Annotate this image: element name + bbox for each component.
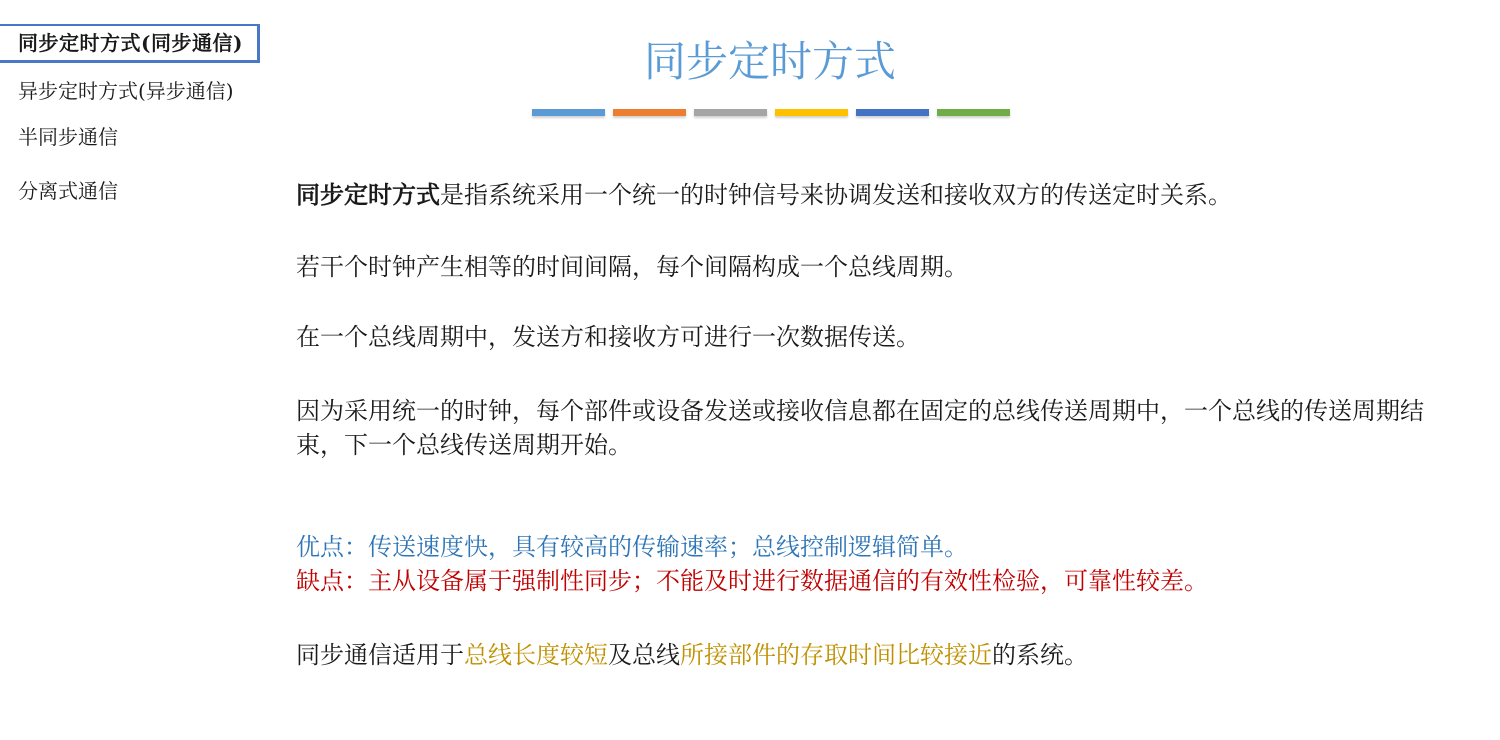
color-bar-2 [613, 109, 686, 116]
color-bar-4 [775, 109, 848, 116]
title-color-bars [532, 109, 1010, 118]
sidebar-item-semi-sync[interactable]: 半同步通信 [18, 125, 118, 149]
definition-paragraph [296, 178, 1232, 212]
color-bar-3 [694, 109, 767, 116]
summary-part-2: 及总线 [608, 641, 680, 669]
sidebar-nav [0, 0, 290, 740]
summary-part-1: 同步通信适用于 [296, 641, 464, 669]
definition-term: 同步定时方式 [296, 180, 440, 209]
slide-title: 同步定时方式 [643, 37, 896, 86]
summary-highlight-1: 总线长度较短 [464, 641, 608, 669]
summary-paragraph [296, 638, 1088, 672]
summary-part-3: 的系统。 [992, 641, 1088, 669]
sidebar-item-async-timing[interactable]: 异步定时方式(异步通信) [18, 79, 234, 103]
sidebar-item-sync-timing[interactable]: 同步定时方式(同步通信) [0, 24, 260, 63]
transfer-paragraph: 在一个总线周期中，发送方和接收方可进行一次数据传送。 [296, 323, 920, 351]
color-bar-1 [532, 109, 605, 116]
color-bar-5 [856, 109, 929, 116]
definition-text: 是指系统采用一个统一的时钟信号来协调发送和接收双方的传送定时关系。 [440, 181, 1232, 209]
summary-highlight-2: 所接部件的存取时间比较接近 [680, 641, 992, 669]
advantages-text: 优点：传送速度快，具有较高的传输速率；总线控制逻辑简单。 [296, 533, 968, 561]
unified-clock-paragraph: 因为采用统一的时钟，每个部件或设备发送或接收信息都在固定的总线传送周期中，一个总线的传送周期结束，下一个总线传送周期开始。 [296, 397, 1424, 459]
color-bar-6 [937, 109, 1010, 116]
disadvantages-text: 缺点：主从设备属于强制性同步；不能及时进行数据通信的有效性检验，可靠性较差。 [296, 567, 1208, 595]
clock-period-paragraph: 若干个时钟产生相等的时间间隔，每个间隔构成一个总线周期。 [296, 253, 968, 281]
sidebar-item-split-comm[interactable]: 分离式通信 [18, 179, 118, 203]
